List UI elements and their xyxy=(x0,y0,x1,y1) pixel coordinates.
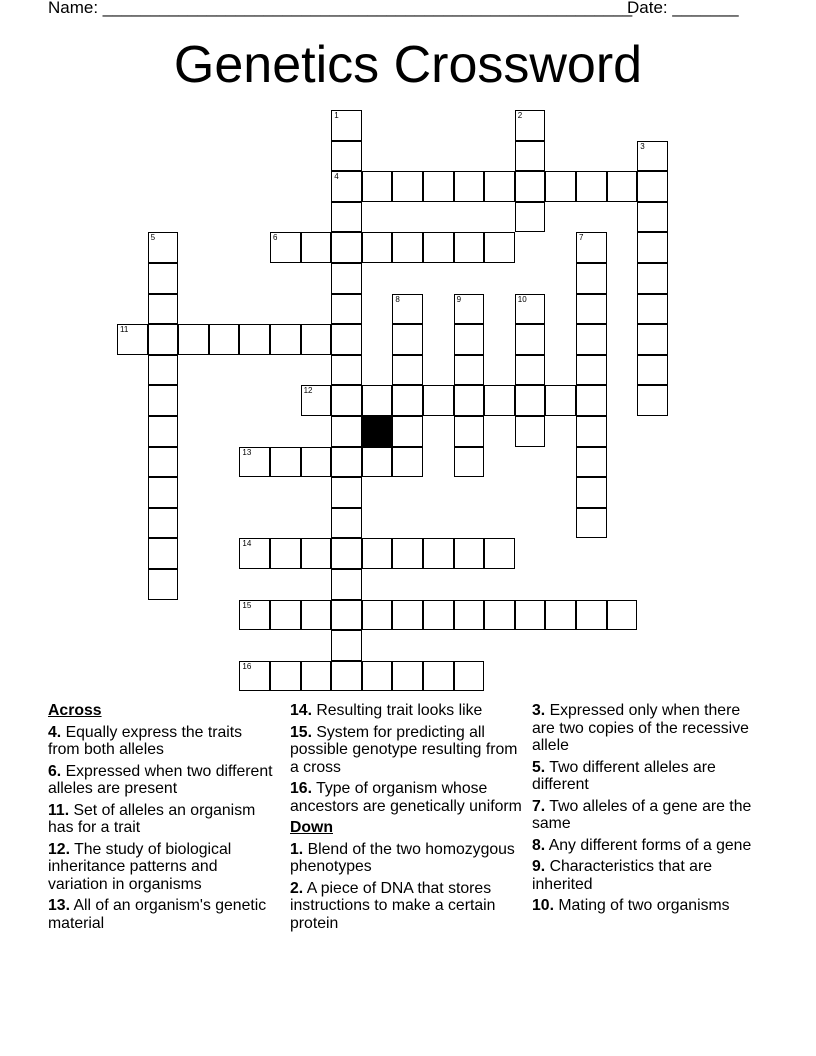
clue-number: 8. xyxy=(532,836,546,854)
grid-cell[interactable] xyxy=(423,538,454,569)
grid-cell[interactable] xyxy=(178,324,209,355)
grid-cell[interactable] xyxy=(392,385,423,416)
clue-number-label: 16 xyxy=(242,661,252,671)
clue-across-11 xyxy=(48,802,273,837)
clue-number: 14. xyxy=(290,702,312,719)
grid-cell[interactable] xyxy=(362,661,393,692)
clue-text: Expressed only when there are two copies of the recessive allele xyxy=(532,702,749,754)
grid-cell[interactable] xyxy=(270,324,301,355)
grid-cell[interactable] xyxy=(454,355,485,386)
clue-number: 15. xyxy=(290,723,312,741)
page-title: Genetics Crossword xyxy=(173,36,643,94)
grid-cell[interactable] xyxy=(637,355,668,386)
clue-text: Type of organism whose ancestors are genetically uniform xyxy=(290,780,522,815)
grid-cell[interactable] xyxy=(392,355,423,386)
black-square xyxy=(362,416,393,447)
clue-number: 7. xyxy=(532,797,546,815)
grid-cell[interactable] xyxy=(607,171,638,202)
clues-column-2 xyxy=(290,702,522,936)
clue-text: Resulting trait looks like xyxy=(311,702,483,719)
clue-text: Two different alleles are different xyxy=(532,758,716,793)
grid-cell[interactable] xyxy=(576,416,607,447)
clue-number: 1. xyxy=(290,840,304,858)
grid-cell[interactable] xyxy=(607,600,638,631)
clue-number: 3. xyxy=(532,702,546,719)
grid-cell[interactable] xyxy=(637,202,668,233)
clue-number-label: 1 xyxy=(334,111,339,120)
grid-cell[interactable] xyxy=(331,294,362,325)
clue-number: 11. xyxy=(48,801,70,819)
clue-number: 4. xyxy=(48,723,62,741)
grid-cell[interactable] xyxy=(637,171,668,202)
clue-across-16 xyxy=(290,780,522,815)
grid-cell[interactable] xyxy=(454,416,485,447)
grid-cell[interactable] xyxy=(362,538,393,569)
grid-cell[interactable] xyxy=(637,294,668,325)
clue-number-label: 13 xyxy=(242,447,252,457)
grid-cell[interactable] xyxy=(148,324,179,355)
grid-cell[interactable] xyxy=(239,538,270,569)
grid-cell[interactable] xyxy=(454,600,485,631)
clue-down-7 xyxy=(532,798,764,833)
grid-cell[interactable] xyxy=(392,232,423,263)
clue-down-2 xyxy=(290,880,522,933)
grid-cell[interactable] xyxy=(331,385,362,416)
grid-cell[interactable] xyxy=(484,171,515,202)
grid-cell[interactable] xyxy=(331,355,362,386)
grid-cell[interactable] xyxy=(331,630,362,661)
clues-column-3 xyxy=(532,702,764,919)
grid-cell[interactable] xyxy=(423,661,454,692)
grid-cell[interactable] xyxy=(515,171,546,202)
clue-number-label: 2 xyxy=(517,111,523,120)
grid-cell[interactable] xyxy=(392,600,423,631)
grid-cell[interactable] xyxy=(454,171,485,202)
grid-cell[interactable] xyxy=(392,661,423,692)
grid-cell[interactable] xyxy=(239,661,270,692)
clue-across-13 xyxy=(48,897,273,932)
clues-column-1 xyxy=(48,702,273,936)
grid-cell[interactable] xyxy=(148,477,179,508)
grid-cell[interactable] xyxy=(454,661,485,692)
grid-cell[interactable] xyxy=(331,600,362,631)
grid-cell[interactable] xyxy=(331,141,362,172)
grid-cell[interactable] xyxy=(331,202,362,233)
grid-cell[interactable] xyxy=(148,294,179,325)
grid-cell[interactable] xyxy=(515,110,546,141)
grid-cell[interactable] xyxy=(515,385,546,416)
grid-cell[interactable] xyxy=(576,355,607,386)
grid-cell[interactable] xyxy=(576,324,607,355)
clue-number: 12. xyxy=(48,840,70,858)
grid-cell[interactable] xyxy=(209,324,240,355)
grid-cell[interactable] xyxy=(362,600,393,631)
grid-cell[interactable] xyxy=(331,232,362,263)
grid-cell[interactable] xyxy=(148,385,179,416)
grid-cell[interactable] xyxy=(545,385,576,416)
grid-cell[interactable] xyxy=(515,202,546,233)
clue-number: 16. xyxy=(290,780,312,797)
clue-text: Any different forms of a gene xyxy=(545,836,752,854)
clue-number-label: 12 xyxy=(303,386,313,396)
grid-cell[interactable] xyxy=(484,232,515,263)
grid-cell[interactable] xyxy=(270,661,301,692)
grid-cell[interactable] xyxy=(392,538,423,569)
grid-cell[interactable] xyxy=(301,661,332,692)
grid-cell[interactable] xyxy=(423,232,454,263)
grid-cell[interactable] xyxy=(270,232,301,263)
grid-cell[interactable] xyxy=(331,447,362,478)
grid-cell[interactable] xyxy=(331,477,362,508)
clue-text: Blend of the two homozygous phenotypes xyxy=(290,840,515,875)
clue-text: Expressed when two different alleles are present xyxy=(48,762,273,797)
clue-number-label: 5 xyxy=(150,233,156,243)
grid-cell[interactable] xyxy=(331,569,362,600)
clue-number: 2. xyxy=(290,879,304,897)
clue-down-3 xyxy=(532,702,764,755)
grid-cell[interactable] xyxy=(331,538,362,569)
grid-cell[interactable] xyxy=(576,263,607,294)
clue-text: Mating of two organisms xyxy=(553,897,730,914)
grid-cell[interactable] xyxy=(392,294,423,325)
grid-cell[interactable] xyxy=(239,324,270,355)
grid-cell[interactable] xyxy=(545,171,576,202)
grid-cell[interactable] xyxy=(301,324,332,355)
grid-cell[interactable] xyxy=(239,447,270,478)
grid-cell[interactable] xyxy=(301,232,332,263)
grid-cell[interactable] xyxy=(148,447,179,478)
grid-cell[interactable] xyxy=(515,324,546,355)
grid-cell[interactable] xyxy=(576,385,607,416)
grid-cell[interactable] xyxy=(515,600,546,631)
clue-number-label: 15 xyxy=(242,600,252,610)
grid-cell[interactable] xyxy=(239,600,270,631)
clue-text: The study of biological inheritance patterns and variation in organisms xyxy=(48,840,232,893)
grid-cell[interactable] xyxy=(331,110,362,141)
grid-cell[interactable] xyxy=(331,508,362,539)
grid-cell[interactable] xyxy=(117,324,148,355)
grid-cell[interactable] xyxy=(576,171,607,202)
grid-cell[interactable] xyxy=(362,447,393,478)
clue-number-label: 7 xyxy=(579,233,584,243)
clue-number: 5. xyxy=(532,758,546,776)
grid-cell[interactable] xyxy=(454,538,485,569)
clue-number-label: 4 xyxy=(334,172,339,182)
grid-cell[interactable] xyxy=(270,538,301,569)
clue-across-14 xyxy=(290,702,522,720)
grid-cell[interactable] xyxy=(576,232,607,263)
grid-cell[interactable] xyxy=(576,508,607,539)
clue-number: 6. xyxy=(48,762,62,780)
grid-cell[interactable] xyxy=(301,447,332,478)
clue-down-10 xyxy=(532,897,764,915)
grid-cell[interactable] xyxy=(454,324,485,355)
grid-cell[interactable] xyxy=(392,171,423,202)
grid-cell[interactable] xyxy=(576,447,607,478)
grid-cell[interactable] xyxy=(148,508,179,539)
grid-cell[interactable] xyxy=(148,416,179,447)
clue-down-8 xyxy=(532,837,764,855)
clue-number-label: 3 xyxy=(640,141,645,151)
grid-cell[interactable] xyxy=(331,263,362,294)
grid-cell[interactable] xyxy=(484,538,515,569)
clue-text: Characteristics that are inherited xyxy=(532,858,712,893)
grid-cell[interactable] xyxy=(362,385,393,416)
clue-number-label: 11 xyxy=(120,325,129,335)
clue-number-label: 8 xyxy=(395,294,400,304)
clue-text: All of an organism's genetic material xyxy=(48,897,267,932)
grid-cell[interactable] xyxy=(515,294,546,325)
clue-text: System for predicting all possible genotype resulting from a cross xyxy=(290,723,518,776)
clue-down-9 xyxy=(532,858,764,893)
grid-cell[interactable] xyxy=(484,600,515,631)
grid-cell[interactable] xyxy=(515,141,546,172)
grid-cell[interactable] xyxy=(454,232,485,263)
grid-cell[interactable] xyxy=(331,416,362,447)
grid-cell[interactable] xyxy=(484,385,515,416)
clue-down-1 xyxy=(290,841,522,876)
grid-cell[interactable] xyxy=(637,385,668,416)
grid-cell[interactable] xyxy=(454,294,485,325)
grid-cell[interactable] xyxy=(270,600,301,631)
clue-across-12 xyxy=(48,841,273,894)
date-line[interactable]: Date: _______ xyxy=(627,0,739,17)
grid-cell[interactable] xyxy=(392,447,423,478)
grid-cell[interactable] xyxy=(148,263,179,294)
clue-number-label: 10 xyxy=(517,294,527,304)
grid-cell[interactable] xyxy=(392,324,423,355)
grid-cell[interactable] xyxy=(454,447,485,478)
grid-cell[interactable] xyxy=(637,232,668,263)
clue-text: Equally express the traits from both alleles xyxy=(48,723,243,758)
grid-cell[interactable] xyxy=(637,324,668,355)
grid-cell[interactable] xyxy=(545,600,576,631)
grid-cell[interactable] xyxy=(637,141,668,172)
grid-cell[interactable] xyxy=(270,447,301,478)
grid-cell[interactable] xyxy=(301,385,332,416)
clue-text: A piece of DNA that stores instructions to make a certain protein xyxy=(290,879,496,932)
grid-cell[interactable] xyxy=(362,232,393,263)
grid-cell[interactable] xyxy=(637,263,668,294)
grid-cell[interactable] xyxy=(576,477,607,508)
grid-cell[interactable] xyxy=(148,569,179,600)
clue-text: Set of alleles an organism has for a trait xyxy=(48,801,256,836)
clue-number-label: 9 xyxy=(456,294,462,304)
grid-cell[interactable] xyxy=(148,232,179,263)
grid-cell[interactable] xyxy=(331,324,362,355)
grid-cell[interactable] xyxy=(301,538,332,569)
down-heading: Down xyxy=(290,819,333,836)
clue-text: Two alleles of a gene are the same xyxy=(532,797,752,832)
clue-across-15 xyxy=(290,724,522,777)
clue-across-6 xyxy=(48,763,273,798)
name-line[interactable]: Name: ________________________________________________________ xyxy=(48,0,633,17)
grid-cell[interactable] xyxy=(515,416,546,447)
grid-cell[interactable] xyxy=(331,661,362,692)
grid-cell[interactable] xyxy=(423,600,454,631)
clue-number-label: 6 xyxy=(273,233,278,243)
clue-number: 10. xyxy=(532,897,554,914)
across-heading: Across xyxy=(48,702,102,719)
grid-cell[interactable] xyxy=(423,171,454,202)
clue-down-5 xyxy=(532,759,764,794)
grid-cell[interactable] xyxy=(392,416,423,447)
grid-cell[interactable] xyxy=(454,385,485,416)
grid-cell[interactable] xyxy=(423,385,454,416)
clue-across-4 xyxy=(48,724,273,759)
grid-cell[interactable] xyxy=(515,355,546,386)
clue-number: 13. xyxy=(48,897,70,914)
grid-cell[interactable] xyxy=(301,600,332,631)
grid-cell[interactable] xyxy=(148,355,179,386)
grid-cell[interactable] xyxy=(362,171,393,202)
grid-cell[interactable] xyxy=(148,538,179,569)
grid-cell[interactable] xyxy=(576,294,607,325)
grid-cell[interactable] xyxy=(576,600,607,631)
clue-number-label: 14 xyxy=(242,539,252,549)
grid-cell[interactable] xyxy=(331,171,362,202)
clue-number: 9. xyxy=(532,858,546,875)
